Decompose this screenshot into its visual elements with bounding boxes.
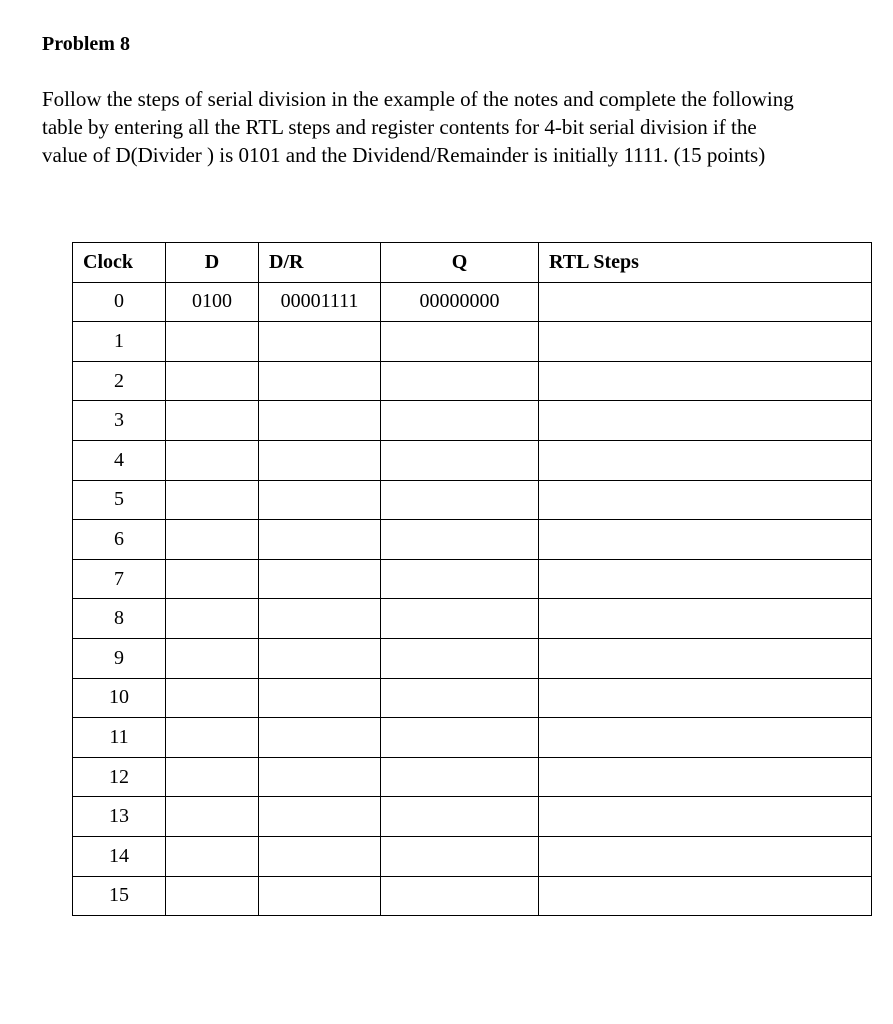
- cell-dr[interactable]: [259, 599, 381, 639]
- table-row: [73, 757, 872, 797]
- cell-q[interactable]: [381, 401, 539, 441]
- table-row: [73, 322, 872, 362]
- description-line: table by entering all the RTL steps and register contents for 4-bit serial division if the: [42, 115, 757, 139]
- cell-dr[interactable]: [259, 401, 381, 441]
- cell-clock: 7: [73, 559, 166, 599]
- cell-q[interactable]: [381, 797, 539, 837]
- table-row: [73, 361, 872, 401]
- cell-dr[interactable]: [259, 559, 381, 599]
- header-clock: Clock: [73, 243, 166, 283]
- cell-d[interactable]: [166, 678, 259, 718]
- cell-q[interactable]: [381, 361, 539, 401]
- cell-d[interactable]: [166, 520, 259, 560]
- cell-clock: 15: [73, 876, 166, 916]
- table-row: [73, 559, 872, 599]
- cell-rtl-steps[interactable]: [539, 480, 872, 520]
- cell-d[interactable]: [166, 559, 259, 599]
- cell-q[interactable]: [381, 836, 539, 876]
- cell-rtl-steps[interactable]: [539, 599, 872, 639]
- cell-dr[interactable]: [259, 322, 381, 362]
- cell-rtl-steps[interactable]: [539, 361, 872, 401]
- cell-dr[interactable]: [259, 520, 381, 560]
- cell-clock: 13: [73, 797, 166, 837]
- cell-rtl-steps[interactable]: [539, 718, 872, 758]
- cell-clock: 9: [73, 638, 166, 678]
- cell-rtl-steps[interactable]: [539, 401, 872, 441]
- cell-q[interactable]: [381, 322, 539, 362]
- cell-rtl-steps[interactable]: [539, 440, 872, 480]
- cell-d[interactable]: [166, 876, 259, 916]
- cell-clock: 1: [73, 322, 166, 362]
- table-row: [73, 480, 872, 520]
- cell-clock: 10: [73, 678, 166, 718]
- cell-q[interactable]: 00000000: [381, 282, 539, 322]
- cell-rtl-steps[interactable]: [539, 638, 872, 678]
- cell-rtl-steps[interactable]: [539, 678, 872, 718]
- table-row: [73, 440, 872, 480]
- cell-clock: 4: [73, 440, 166, 480]
- cell-d[interactable]: [166, 322, 259, 362]
- cell-clock: 6: [73, 520, 166, 560]
- cell-d[interactable]: [166, 480, 259, 520]
- cell-d[interactable]: [166, 599, 259, 639]
- table-row: [73, 718, 872, 758]
- cell-d[interactable]: [166, 361, 259, 401]
- cell-dr[interactable]: [259, 480, 381, 520]
- problem-title: Problem 8: [42, 33, 130, 55]
- header-rtl-steps: RTL Steps: [539, 243, 872, 283]
- cell-clock: 3: [73, 401, 166, 441]
- cell-dr[interactable]: [259, 361, 381, 401]
- cell-clock: 11: [73, 718, 166, 758]
- division-table: [72, 242, 872, 916]
- cell-clock: 12: [73, 757, 166, 797]
- cell-d[interactable]: [166, 638, 259, 678]
- cell-dr[interactable]: [259, 638, 381, 678]
- cell-rtl-steps[interactable]: [539, 836, 872, 876]
- cell-dr[interactable]: [259, 876, 381, 916]
- description-line: Follow the steps of serial division in the example of the notes and complete the following: [42, 87, 794, 111]
- cell-rtl-steps[interactable]: [539, 322, 872, 362]
- table-row: [73, 282, 872, 322]
- table-row: [73, 797, 872, 837]
- cell-d[interactable]: [166, 836, 259, 876]
- cell-q[interactable]: [381, 520, 539, 560]
- cell-clock: 8: [73, 599, 166, 639]
- cell-clock: 5: [73, 480, 166, 520]
- cell-dr[interactable]: [259, 836, 381, 876]
- cell-d[interactable]: [166, 440, 259, 480]
- cell-dr[interactable]: [259, 757, 381, 797]
- cell-q[interactable]: [381, 559, 539, 599]
- table-row: [73, 401, 872, 441]
- cell-q[interactable]: [381, 599, 539, 639]
- table-row: [73, 638, 872, 678]
- cell-dr[interactable]: [259, 718, 381, 758]
- table-row: [73, 678, 872, 718]
- table-row: [73, 876, 872, 916]
- cell-dr[interactable]: 00001111: [259, 282, 381, 322]
- cell-rtl-steps[interactable]: [539, 282, 872, 322]
- cell-d[interactable]: [166, 718, 259, 758]
- table-row: [73, 836, 872, 876]
- cell-clock: 0: [73, 282, 166, 322]
- table-header-row: [73, 243, 872, 283]
- cell-q[interactable]: [381, 638, 539, 678]
- cell-clock: 2: [73, 361, 166, 401]
- header-dr: D/R: [259, 243, 381, 283]
- cell-dr[interactable]: [259, 797, 381, 837]
- cell-rtl-steps[interactable]: [539, 797, 872, 837]
- cell-d[interactable]: [166, 757, 259, 797]
- cell-rtl-steps[interactable]: [539, 876, 872, 916]
- cell-q[interactable]: [381, 757, 539, 797]
- cell-rtl-steps[interactable]: [539, 757, 872, 797]
- cell-d[interactable]: 0100: [166, 282, 259, 322]
- cell-clock: 14: [73, 836, 166, 876]
- cell-rtl-steps[interactable]: [539, 520, 872, 560]
- cell-d[interactable]: [166, 797, 259, 837]
- problem-description: [42, 85, 892, 169]
- header-q: Q: [381, 243, 539, 283]
- cell-q[interactable]: [381, 876, 539, 916]
- description-line: value of D(Divider ) is 0101 and the Dividend/Remainder is initially 1111. (15 points): [42, 143, 766, 167]
- cell-d[interactable]: [166, 401, 259, 441]
- header-d: D: [166, 243, 259, 283]
- cell-dr[interactable]: [259, 678, 381, 718]
- cell-q[interactable]: [381, 480, 539, 520]
- table-row: [73, 599, 872, 639]
- cell-dr[interactable]: [259, 440, 381, 480]
- table-row: [73, 520, 872, 560]
- cell-q[interactable]: [381, 678, 539, 718]
- cell-q[interactable]: [381, 440, 539, 480]
- cell-rtl-steps[interactable]: [539, 559, 872, 599]
- cell-q[interactable]: [381, 718, 539, 758]
